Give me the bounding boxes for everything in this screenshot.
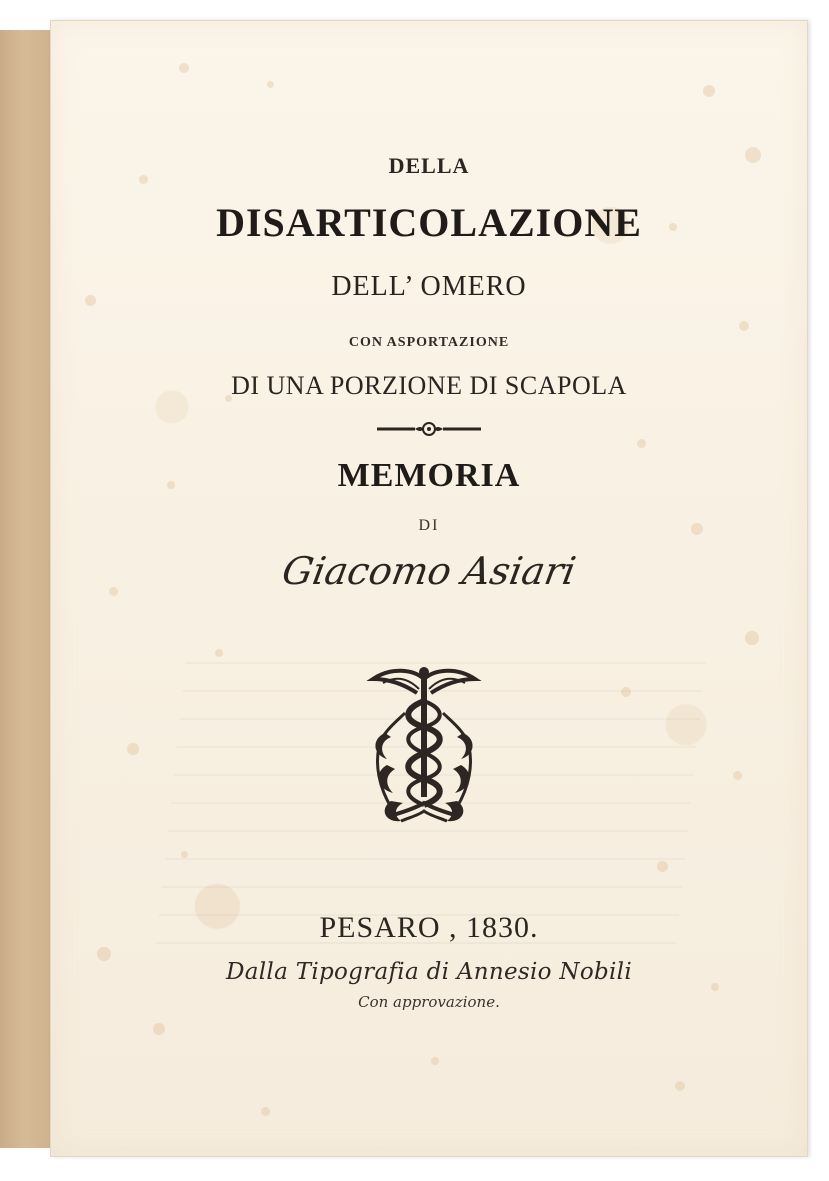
subtitle-omero: DELL’ OMERO — [331, 271, 527, 302]
author-name: Giacomo Asiari — [278, 549, 580, 593]
subtitle-asportazione: CON ASPORTAZIONE — [348, 335, 510, 350]
subtitle-scapola: DI UNA PORZIONE DI SCAPOLA — [231, 371, 627, 400]
caduceus-emblem-icon — [363, 661, 485, 831]
author-prefix: DI — [418, 517, 440, 534]
approval-line: Con approvazione. — [358, 993, 500, 1011]
title-page — [50, 20, 808, 1157]
book-cover-edge — [0, 30, 53, 1148]
place-date: PESARO , 1830. — [319, 911, 539, 944]
title-page-content — [51, 21, 807, 1156]
main-title: DISARTICOLAZIONE — [216, 200, 642, 245]
title-line-della: DELLA — [388, 153, 470, 178]
printer-line: Dalla Tipografia di Annesio Nobili — [226, 959, 632, 985]
ornamental-rule-icon — [375, 417, 483, 441]
memoria-heading: MEMORIA — [337, 457, 521, 494]
